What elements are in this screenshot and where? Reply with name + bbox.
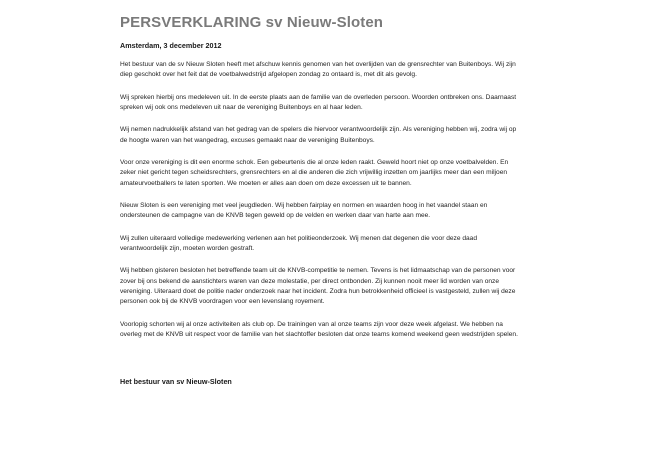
paragraph-police-cooperation: Wij zullen uiteraard volledige medewerking verlenen aan het politieonderzoek. Wij menen dat degenen die voor deze daad verantwoordelijk zijn, moeten worden gestraft.	[120, 234, 478, 253]
paragraph-shock: Voor onze vereniging is dit een enorme schok. Een gebeurtenis die al onze leden raakt. Geweld hoort niet op onze voetbalvelden. En zeker niet gericht tegen scheidsrechters, grensrechters en al die anderen die zich vrijwillig inzetten om jaarlijks meer dan een miljoen amateurvoetballers te laten sporten. We moeten er alles aan doen om deze excessen uit te bannen.	[120, 159, 509, 187]
paragraph-condolence-intro: Het bestuur van de sv Nieuw Sloten heeft met afschuw kennis genomen van het overlijden van de grensrechter van Buitenboys. Wij zijn diep geschokt over het feit dat de voetbalwedstrijd afgelopen zondag zo ontaard is, met dit als gevolg.	[120, 61, 516, 79]
paragraph-distance: Wij nemen nadrukkelijk afstand van het gedrag van de spelers die hiervoor verantwoordelijk zijn. Als vereniging hebben wij, zodra wij op de hoogte waren van het wangedrag, excuses gemaakt naar de vereniging Buitenboys.	[120, 126, 517, 144]
paragraph-measures: Wij hebben gisteren besloten het betreffende team uit de KNVB-competitie te nemen. Tevens is het lidmaatschap van de personen voor zover bij ons bekend de aanstichters waren van deze molestatie, per direct ontbonden. Zij kunnen nooit meer lid worden van onze vereniging. Uiteraard doet de politie nader onderzoek naar het incident. Zodra hun betrokkenheid officieel is vastgesteld, zullen wij deze personen ook bij de KNVB voordragen voor een levenslang royement.	[120, 267, 516, 306]
dateline: Amsterdam, 3 december 2012	[120, 41, 222, 50]
page-title: PERSVERKLARING sv Nieuw-Sloten	[120, 14, 384, 31]
paragraph-youth-club: Nieuw Sloten is een vereniging met veel jeugdleden. Wij hebben fairplay en normen en waarden hoog in het vaandel staan en ondersteunen de campagne van de KNVB tegen geweld op de velden en werken daar van harte aan mee.	[120, 202, 488, 220]
press-release-body	[120, 60, 520, 352]
paragraph-suspension: Voorlopig schorten wij al onze activiteiten als club op. De trainingen van al onze teams zijn voor deze week afgelast. We hebben na overleg met de KNVB uit respect voor de familie van het slachtoffer besloten dat onze teams komend weekend geen wedstrijden spelen.	[120, 320, 518, 338]
signature: Het bestuur van sv Nieuw-Sloten	[120, 377, 232, 386]
paragraph-sympathy: Wij spreken hierbij ons medeleven uit. In de eerste plaats aan de familie van de overleden persoon. Woorden ontbreken ons. Daarnaast spreken wij ook ons medeleven uit naar de vereniging Buitenboys en al haar leden.	[120, 93, 517, 111]
